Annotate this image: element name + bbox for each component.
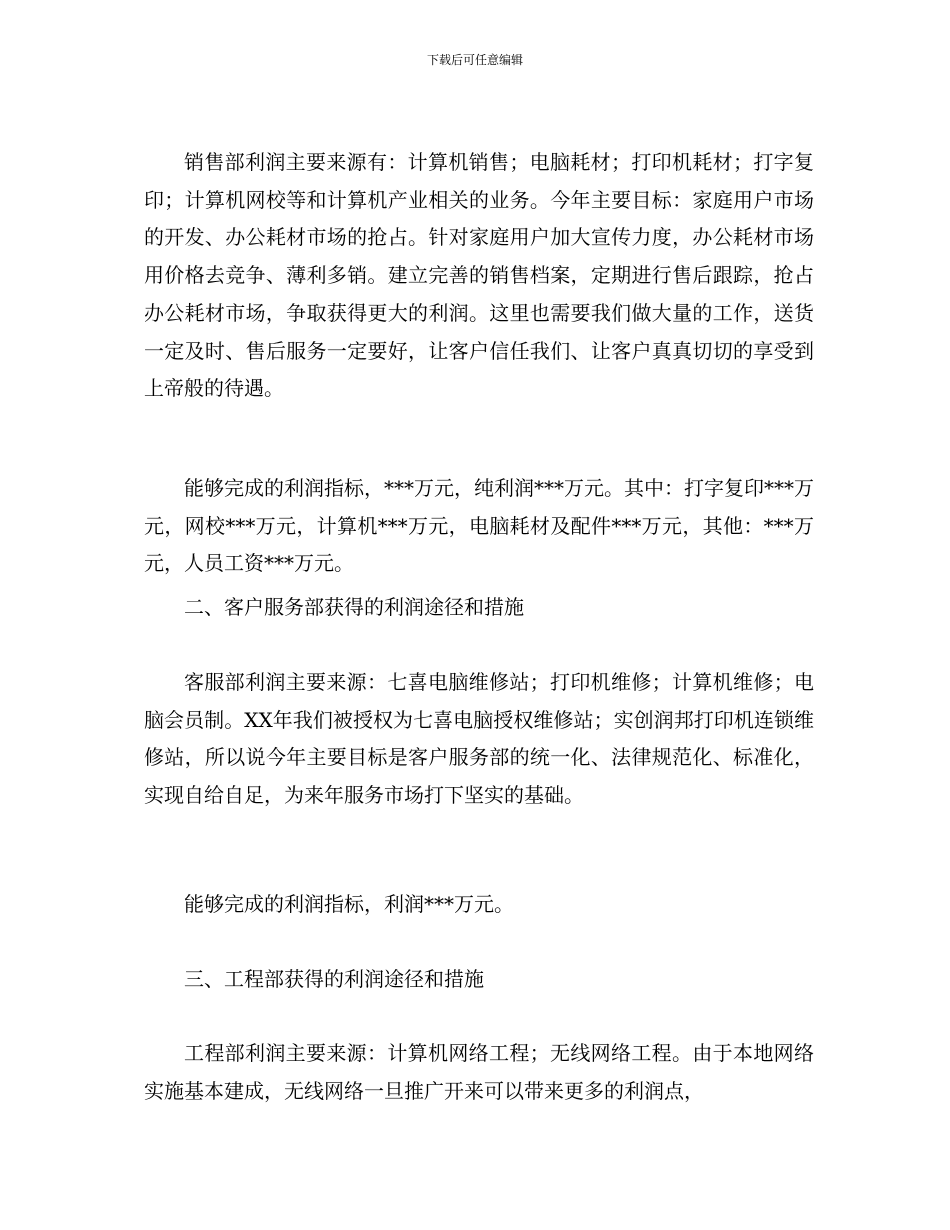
- section-heading-customer-service: 二、客户服务部获得的利润途径和措施: [184, 595, 524, 619]
- paragraph-engineering-sources: 工程部利润主要来源：计算机网络工程；无线网络工程。由于本地网络实施基本建成，无线网络一旦推广开来可以带来更多的利润点，: [144, 1041, 814, 1103]
- section-heading-engineering: 三、工程部获得的利润途径和措施: [184, 967, 484, 991]
- paragraph-sales-profit-sources: 销售部利润主要来源有：计算机销售；电脑耗材；打印机耗材；打字复印；计算机网校等和计算机产业相关的业务。今年主要目标：家庭用户市场的开发、办公耗材市场的抢占。针对家庭用户加大宣传力度，办公耗材市场用价格去竞争、薄利多销。建立完善的销售档案，定期进行售后跟踪，抢占办公耗材市场，争取获得更大的利润。这里也需要我们做大量的工作，送货一定及时、售后服务一定要好，让客户信任我们、让客户真真切切的享受到上帝般的待遇。: [144, 150, 814, 401]
- paragraph-sales-profit-targets: 能够完成的利润指标，***万元，纯利润***万元。其中：打字复印***万元，网校***万元，计算机***万元，电脑耗材及配件***万元，其他：***万元，人员工资***万元。: [144, 476, 814, 576]
- paragraph-customer-service-targets: 能够完成的利润指标，利润***万元。: [184, 892, 514, 916]
- paragraph-customer-service-sources: 客服部利润主要来源：七喜电脑维修站；打印机维修；计算机维修；电脑会员制。XX年我们被授权为七喜电脑授权维修站；实创润邦打印机连锁维修站，所以说今年主要目标是客户服务部的统一化、法律规范化、标准化，实现自给自足，为来年服务市场打下坚实的基础。: [144, 670, 814, 808]
- page-header: 下载后可任意编辑: [426, 53, 523, 67]
